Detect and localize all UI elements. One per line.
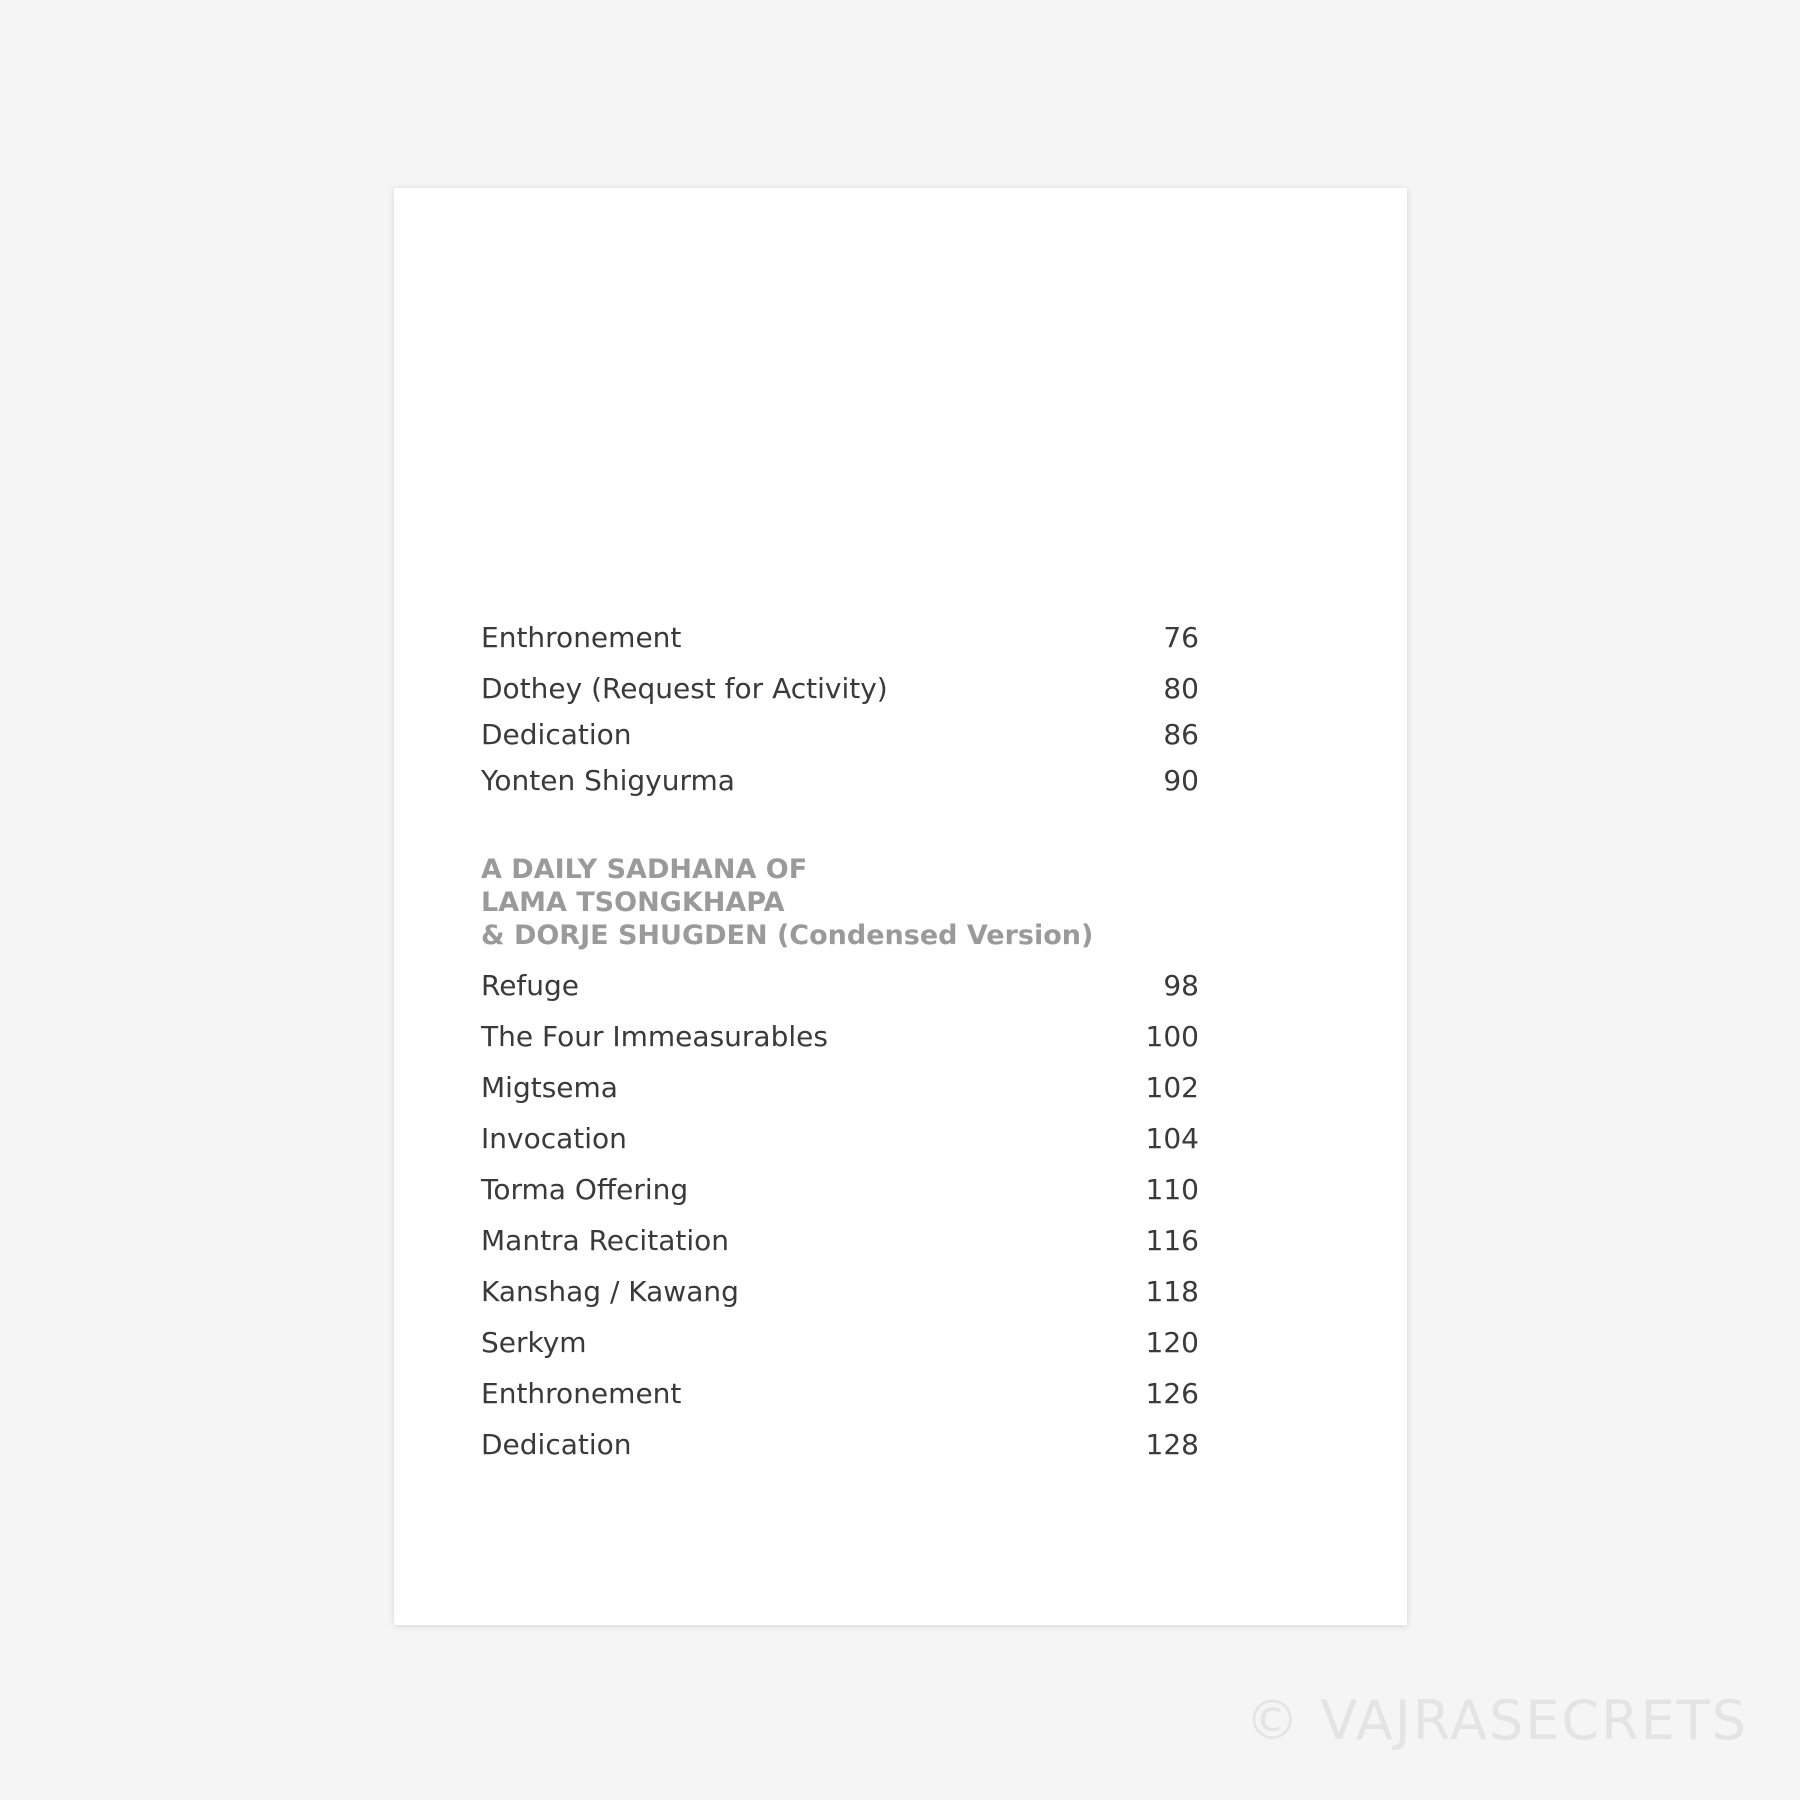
- toc-entry: [481, 1374, 1199, 1414]
- toc-entry-page: 104: [1145, 1122, 1199, 1155]
- toc-entry-title: Dothey (Request for Activity): [481, 672, 888, 705]
- toc-entry-page: 102: [1145, 1071, 1199, 1104]
- section-heading: [481, 853, 1181, 952]
- toc-entry-title: Refuge: [481, 969, 580, 1002]
- toc-entry-page: 128: [1145, 1428, 1199, 1461]
- toc-entry-page: 126: [1145, 1377, 1199, 1410]
- toc-entry-title: Invocation: [481, 1122, 627, 1155]
- toc-entry-title: Dedication: [481, 718, 632, 751]
- toc-entry: [481, 761, 1199, 801]
- toc-entry: [481, 1221, 1199, 1261]
- toc-entry-page: 100: [1145, 1020, 1199, 1053]
- toc-entry-page: 116: [1145, 1224, 1199, 1257]
- copyright-watermark: © VAJRASECRETS: [1245, 1689, 1748, 1752]
- toc-entry-page: 98: [1163, 969, 1199, 1002]
- toc-entry-page: 80: [1163, 672, 1199, 705]
- section-heading-line: & DORJE SHUGDEN (Condensed Version): [481, 920, 1094, 951]
- toc-entry: [481, 1068, 1199, 1108]
- toc-entry-title: Enthronement: [481, 1377, 682, 1410]
- toc-entry-page: 120: [1145, 1326, 1199, 1359]
- toc-entry-title: Yonten Shigyurma: [481, 764, 735, 797]
- toc-entry-title: Serkym: [481, 1326, 587, 1359]
- toc-entry-page: 118: [1145, 1275, 1199, 1308]
- section-heading-line: LAMA TSONGKHAPA: [481, 887, 785, 918]
- section-heading-line: A DAILY SADHANA OF: [481, 854, 808, 885]
- toc-entry: [481, 1272, 1199, 1312]
- toc-entry-title: Mantra Recitation: [481, 1224, 729, 1257]
- document-page: [394, 188, 1407, 1625]
- toc-entry-title: The Four Immeasurables: [481, 1020, 828, 1053]
- toc-entry: [481, 1119, 1199, 1159]
- toc-entry: [481, 669, 1199, 709]
- toc-entry: [481, 1017, 1199, 1057]
- toc-entry: [481, 1323, 1199, 1363]
- toc-entry-page: 90: [1163, 764, 1199, 797]
- toc-entry-title: Enthronement: [481, 621, 682, 654]
- toc-entry-title: Migtsema: [481, 1071, 618, 1104]
- toc-entry-title: Torma Offering: [481, 1173, 689, 1206]
- toc-entry-page: 76: [1163, 621, 1199, 654]
- toc-entry: [481, 618, 1199, 658]
- toc-entry-title: Dedication: [481, 1428, 632, 1461]
- toc-entry: [481, 966, 1199, 1006]
- toc-entry: [481, 1425, 1199, 1465]
- toc-entry-page: 86: [1163, 718, 1199, 751]
- toc-entry: [481, 715, 1199, 755]
- toc-entry-page: 110: [1145, 1173, 1199, 1206]
- toc-entry-title: Kanshag / Kawang: [481, 1275, 739, 1308]
- toc-entry: [481, 1170, 1199, 1210]
